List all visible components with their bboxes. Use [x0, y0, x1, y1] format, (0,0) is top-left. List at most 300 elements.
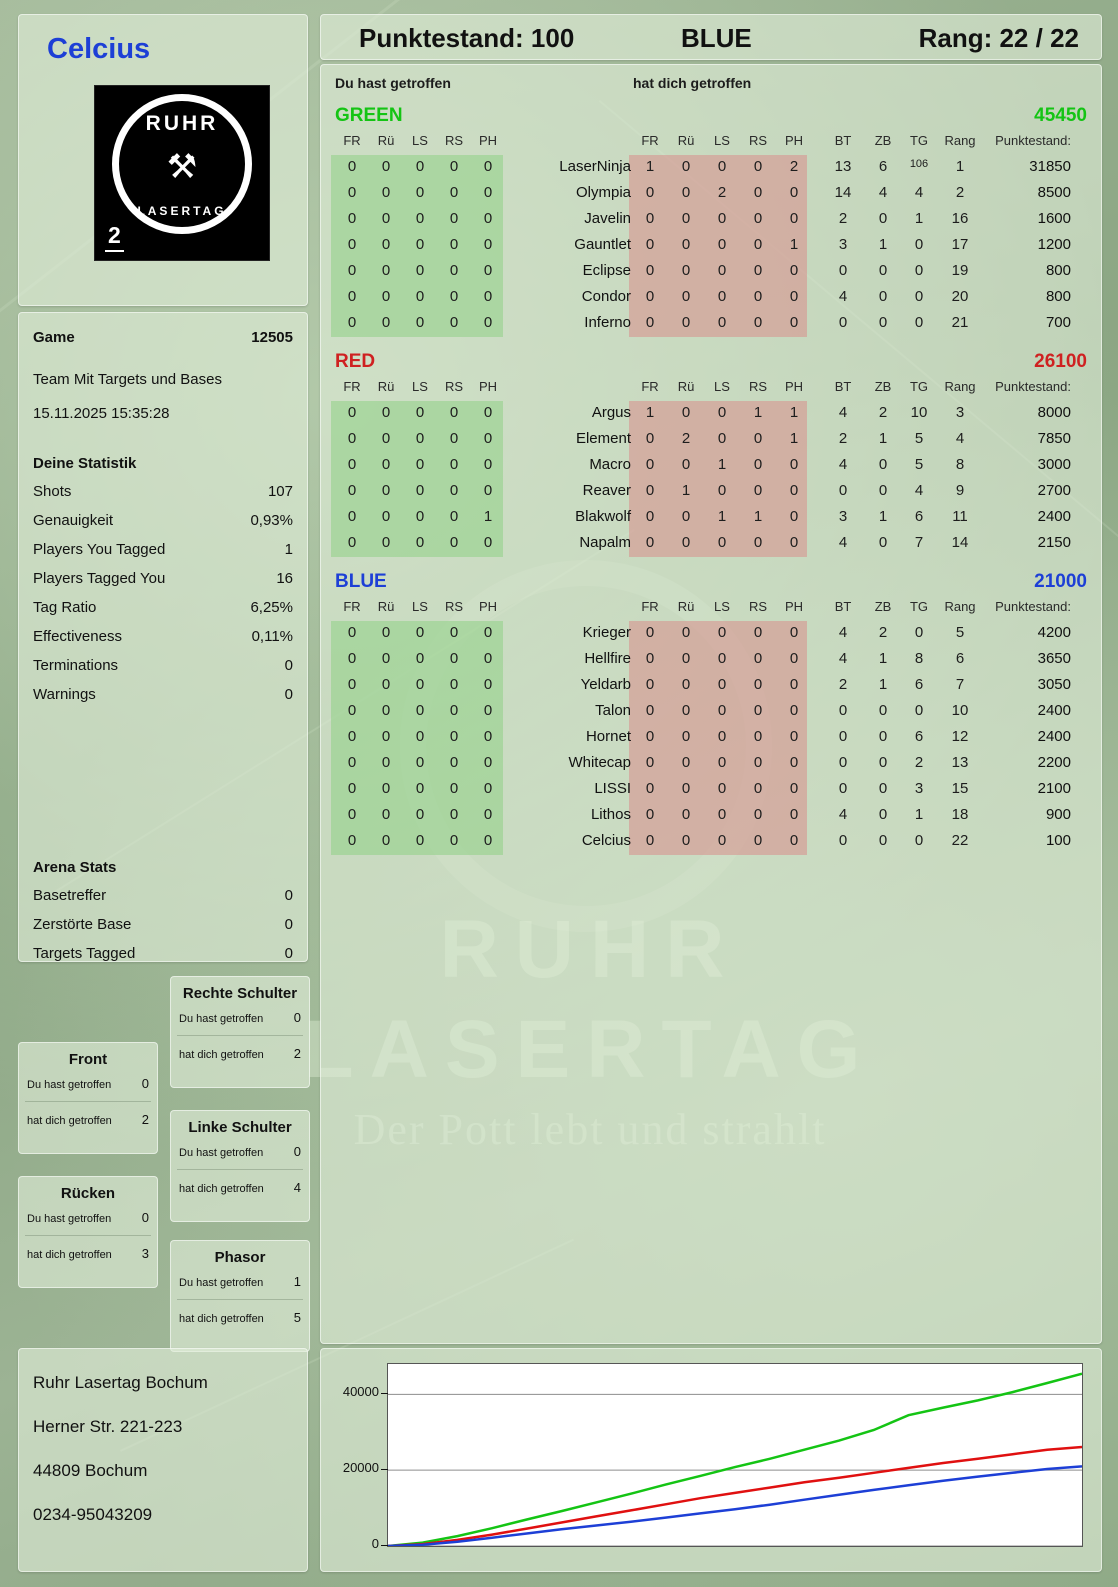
- player-row-score: 7850: [1037, 430, 1071, 447]
- cell-them: 0: [717, 482, 727, 499]
- cell-rang: 20: [951, 288, 969, 305]
- cell-tg: 0: [914, 262, 924, 279]
- cell-bt: 0: [838, 262, 848, 279]
- cell-you: 0: [415, 728, 425, 745]
- cell-you: 0: [415, 754, 425, 771]
- cell-bt: 0: [838, 780, 848, 797]
- chart-svg: [388, 1364, 1082, 1546]
- cell-you: 0: [483, 456, 493, 473]
- col-header-them-ls: LS: [714, 379, 730, 394]
- cell-them: 0: [681, 314, 691, 331]
- cell-zb: 0: [878, 482, 888, 499]
- col-header-bt: BT: [834, 133, 852, 148]
- player-row-score: 2200: [1037, 754, 1071, 771]
- cell-them: 0: [717, 754, 727, 771]
- cell-bt: 4: [838, 806, 848, 823]
- cell-you: 0: [347, 676, 357, 693]
- cell-tg: 0: [914, 288, 924, 305]
- cell-them: 0: [753, 780, 763, 797]
- player-row-score: 8500: [1037, 184, 1071, 201]
- cell-them: 0: [789, 314, 799, 331]
- cell-tg: 5: [914, 430, 924, 447]
- cell-bt: 0: [838, 728, 848, 745]
- cell-them: 0: [645, 184, 655, 201]
- player-row-name: Hornet: [585, 728, 631, 745]
- cell-bt: 0: [838, 482, 848, 499]
- cell-you: 0: [449, 262, 459, 279]
- col-header-them-ls: LS: [714, 133, 730, 148]
- cell-them: 1: [789, 404, 799, 421]
- cell-zb: 4: [878, 184, 888, 201]
- cell-them: 0: [717, 780, 727, 797]
- cell-them: 0: [681, 832, 691, 849]
- cell-you: 0: [381, 508, 391, 525]
- cell-you: 0: [381, 236, 391, 253]
- stat-value: 6,25%: [250, 599, 293, 616]
- cell-them: 0: [789, 728, 799, 745]
- chart-y-tick-label: 0: [371, 1536, 379, 1551]
- hit-zone-you-value: 0: [293, 1144, 301, 1159]
- cell-you: 0: [347, 288, 357, 305]
- cell-them: 0: [645, 288, 655, 305]
- cell-them: 0: [717, 288, 727, 305]
- stat-value: 0: [284, 686, 293, 703]
- cell-them: 0: [717, 210, 727, 227]
- cell-tg: 6: [914, 728, 924, 745]
- player-row-score: 31850: [1029, 158, 1071, 175]
- col-header-them-fr: FR: [641, 133, 659, 148]
- game-mode: Team Mit Targets und Bases: [33, 371, 222, 388]
- cell-you: 0: [381, 832, 391, 849]
- cell-them: 0: [681, 728, 691, 745]
- cell-zb: 2: [878, 624, 888, 641]
- player-row-name: Whitecap: [568, 754, 631, 771]
- cell-tg: 6: [914, 508, 924, 525]
- cell-you: 0: [381, 534, 391, 551]
- cell-you: 0: [381, 624, 391, 641]
- col-header-you-ph: PH: [478, 599, 498, 614]
- cell-you: 0: [347, 262, 357, 279]
- stat-value: 16: [276, 570, 293, 587]
- cell-you: 0: [449, 650, 459, 667]
- cell-them: 0: [645, 210, 655, 227]
- cell-them: 0: [681, 288, 691, 305]
- cell-bt: 14: [834, 184, 852, 201]
- cell-tg: 2: [914, 754, 924, 771]
- cell-them: 0: [717, 262, 727, 279]
- cell-tg: 0: [914, 832, 924, 849]
- hit-zone-you-value: 0: [141, 1210, 149, 1225]
- cell-you: 0: [449, 456, 459, 473]
- col-header-score: Punktestand:: [995, 133, 1071, 148]
- cell-them: 0: [645, 650, 655, 667]
- player-header-panel: [18, 14, 308, 306]
- cell-them: 0: [753, 650, 763, 667]
- cell-you: 0: [483, 832, 493, 849]
- cell-you: 0: [415, 534, 425, 551]
- cell-you: 0: [347, 508, 357, 525]
- hit-zone-them-value: 5: [293, 1310, 301, 1325]
- score-label: Punktestand: 100: [359, 23, 575, 53]
- hit-zone-front: [18, 1042, 158, 1154]
- player-row-name: Condor: [581, 288, 631, 305]
- player-row-name: Talon: [595, 702, 631, 719]
- cell-you: 0: [415, 508, 425, 525]
- cell-them: 0: [753, 624, 763, 641]
- player-row-name: Lithos: [590, 806, 631, 823]
- hit-zone-them-value: 2: [293, 1046, 301, 1061]
- arena-stat-label: Targets Tagged: [33, 945, 136, 962]
- cell-you: 0: [347, 650, 357, 667]
- col-header-you-rü: Rü: [377, 133, 395, 148]
- cell-tg: 4: [914, 184, 924, 201]
- cell-zb: 1: [878, 236, 888, 253]
- cell-you: 0: [381, 780, 391, 797]
- cell-you: 0: [381, 262, 391, 279]
- col-header-you-rü: Rü: [377, 599, 395, 614]
- player-row-name: Eclipse: [582, 262, 631, 279]
- cell-rang: 11: [952, 508, 968, 525]
- hit-zone-ruecken: [18, 1176, 158, 1288]
- cell-them: 0: [753, 288, 763, 305]
- cell-zb: 0: [878, 806, 888, 823]
- cell-you: 0: [415, 236, 425, 253]
- cell-them: 0: [717, 702, 727, 719]
- cell-zb: 0: [878, 780, 888, 797]
- col-header-rang: Rang: [944, 133, 976, 148]
- player-row-score: 900: [1045, 806, 1071, 823]
- cell-rang: 17: [951, 236, 969, 253]
- arena-stats-title: Arena Stats: [33, 859, 117, 876]
- stat-label: Warnings: [33, 686, 96, 703]
- cell-them: 0: [681, 624, 691, 641]
- game-datetime: 15.11.2025 15:35:28: [33, 405, 170, 422]
- player-row-name: Olympia: [575, 184, 631, 201]
- cell-you: 0: [483, 650, 493, 667]
- cell-you: 0: [347, 534, 357, 551]
- player-row-name: Argus: [591, 404, 631, 421]
- cell-you: 0: [347, 482, 357, 499]
- cell-rang: 22: [951, 832, 969, 849]
- stat-value: 0: [284, 657, 293, 674]
- cell-you: 0: [483, 806, 493, 823]
- cell-you: 0: [483, 482, 493, 499]
- cell-bt: 0: [838, 702, 848, 719]
- cell-bt: 0: [838, 754, 848, 771]
- cell-you: 0: [381, 184, 391, 201]
- hit-zone-you-label: Du hast getroffen: [179, 1277, 264, 1289]
- hit-zone-rechte-schulter: [170, 976, 310, 1088]
- cell-tg: 0: [914, 702, 924, 719]
- cell-bt: 0: [838, 832, 848, 849]
- stat-label: Shots: [33, 483, 72, 500]
- cell-zb: 1: [878, 676, 888, 693]
- team-name-green: GREEN: [335, 105, 403, 126]
- chart-y-tick-mark: [381, 1393, 388, 1394]
- col-header-you-fr: FR: [343, 379, 361, 394]
- cell-them: 0: [753, 832, 763, 849]
- player-row-name: LaserNinja: [559, 158, 631, 175]
- cell-them: 0: [645, 728, 655, 745]
- hit-zone-title: Rechte Schulter: [182, 985, 298, 1002]
- player-row-name: Reaver: [582, 482, 631, 499]
- cell-you: 0: [415, 676, 425, 693]
- hit-zone-you-label: Du hast getroffen: [179, 1147, 264, 1159]
- cell-them: 0: [789, 262, 799, 279]
- cell-tg: 3: [914, 780, 924, 797]
- col-header-bt: BT: [834, 599, 852, 614]
- cell-rang: 13: [951, 754, 969, 771]
- cell-bt: 2: [838, 430, 848, 447]
- cell-you: 0: [381, 728, 391, 745]
- score-progress-chart-panel: [320, 1348, 1102, 1572]
- cell-you: 0: [347, 314, 357, 331]
- hit-zone-you-label: Du hast getroffen: [27, 1079, 112, 1091]
- cell-bt: 3: [838, 508, 848, 525]
- cell-them: 0: [789, 754, 799, 771]
- player-row-name: Macro: [589, 456, 631, 473]
- hit-zone-phasor: [170, 1240, 310, 1352]
- col-header-them-rü: Rü: [677, 599, 695, 614]
- cell-them: 0: [645, 780, 655, 797]
- stat-label: Genauigkeit: [33, 512, 114, 529]
- cell-them: 1: [753, 508, 763, 525]
- cell-zb: 0: [878, 314, 888, 331]
- chart-y-tick-label: 20000: [342, 1460, 379, 1476]
- cell-zb: 0: [878, 728, 888, 745]
- cell-you: 0: [415, 314, 425, 331]
- cell-tg: 0: [914, 314, 924, 331]
- cell-them: 0: [753, 184, 763, 201]
- cell-them: 0: [753, 236, 763, 253]
- cell-them: 0: [645, 702, 655, 719]
- player-row-score: 2400: [1037, 728, 1071, 745]
- cell-you: 0: [415, 650, 425, 667]
- cell-you: 0: [449, 314, 459, 331]
- cell-rang: 8: [955, 456, 965, 473]
- stat-label: Players Tagged You: [33, 570, 166, 587]
- cell-you: 0: [483, 780, 493, 797]
- cell-them: 0: [645, 534, 655, 551]
- cell-you: 0: [347, 236, 357, 253]
- cell-rang: 7: [955, 676, 965, 693]
- col-header-them-rü: Rü: [677, 379, 695, 394]
- cell-you: 0: [415, 482, 425, 499]
- cell-tg: 5: [914, 456, 924, 473]
- cell-you: 0: [415, 702, 425, 719]
- hit-zone-them-label: hat dich getroffen: [27, 1115, 112, 1127]
- chart-series-red: [388, 1447, 1082, 1546]
- cell-them: 0: [789, 624, 799, 641]
- col-header-you-ls: LS: [412, 133, 428, 148]
- col-header-rang: Rang: [944, 379, 976, 394]
- player-row-score: 3050: [1037, 676, 1071, 693]
- cell-them: 0: [717, 728, 727, 745]
- cell-you: 0: [347, 754, 357, 771]
- player-row-name: Element: [575, 430, 631, 447]
- cell-zb: 0: [878, 534, 888, 551]
- cell-rang: 2: [955, 184, 965, 201]
- hit-zone-them-label: hat dich getroffen: [179, 1183, 264, 1195]
- crossed-hammers-icon: ⚒: [166, 148, 198, 186]
- col-header-you-fr: FR: [343, 133, 361, 148]
- cell-rang: 19: [951, 262, 969, 279]
- cell-you: 0: [347, 158, 357, 175]
- player-row-score: 3650: [1037, 650, 1071, 667]
- col-header-them-ph: PH: [784, 379, 804, 394]
- cell-you: 0: [415, 456, 425, 473]
- cell-bt: 2: [838, 210, 848, 227]
- cell-you: 0: [483, 262, 493, 279]
- cell-you: 0: [347, 624, 357, 641]
- cell-them: 0: [753, 676, 763, 693]
- cell-them: 0: [645, 676, 655, 693]
- player-row-name: Gauntlet: [574, 236, 631, 253]
- player-row-score: 800: [1045, 288, 1071, 305]
- cell-tg: 106: [909, 158, 929, 170]
- cell-them: 0: [789, 702, 799, 719]
- team-name-red: RED: [335, 351, 376, 372]
- cell-them: 0: [789, 210, 799, 227]
- cell-you: 0: [449, 702, 459, 719]
- cell-rang: 10: [951, 702, 969, 719]
- cell-them: 0: [789, 534, 799, 551]
- hit-zone-you-label: Du hast getroffen: [179, 1013, 264, 1025]
- cell-tg: 10: [910, 404, 928, 421]
- cell-them: 0: [645, 236, 655, 253]
- cell-rang: 14: [951, 534, 969, 551]
- cell-them: 0: [645, 806, 655, 823]
- col-header-bt: BT: [834, 379, 852, 394]
- cell-them: 0: [717, 404, 727, 421]
- cell-them: 0: [681, 236, 691, 253]
- cell-you: 0: [381, 314, 391, 331]
- player-row-score: 2400: [1037, 508, 1071, 525]
- address-line-1: Ruhr Lasertag Bochum: [33, 1373, 208, 1392]
- cell-you: 0: [483, 728, 493, 745]
- cell-you: 0: [449, 158, 459, 175]
- cell-rang: 1: [955, 158, 965, 175]
- cell-zb: 0: [878, 754, 888, 771]
- cell-them: 0: [681, 702, 691, 719]
- col-header-them-rü: Rü: [677, 133, 695, 148]
- col-header-tg: TG: [909, 133, 929, 148]
- cell-you: 0: [449, 404, 459, 421]
- col-header-you-ph: PH: [478, 379, 498, 394]
- cell-them: 1: [645, 404, 655, 421]
- stat-value: 0,11%: [251, 628, 293, 645]
- cell-you: 0: [381, 650, 391, 667]
- chart-y-tick-mark: [381, 1545, 388, 1546]
- stat-label: Tag Ratio: [33, 599, 97, 616]
- club-logo: [94, 85, 270, 261]
- cell-them: 0: [645, 262, 655, 279]
- cell-them: 0: [789, 482, 799, 499]
- col-header-zb: ZB: [874, 599, 892, 614]
- cell-you: 0: [381, 754, 391, 771]
- cell-zb: 1: [878, 650, 888, 667]
- cell-tg: 8: [914, 650, 924, 667]
- hit-zone-linke-schulter: [170, 1110, 310, 1222]
- cell-them: 0: [645, 832, 655, 849]
- cell-you: 0: [415, 404, 425, 421]
- cell-zb: 0: [878, 832, 888, 849]
- player-row-score: 100: [1045, 832, 1071, 849]
- cell-you: 0: [483, 676, 493, 693]
- team-label: BLUE: [681, 23, 752, 53]
- col-header-zb: ZB: [874, 379, 892, 394]
- cell-you: 0: [347, 832, 357, 849]
- cell-you: 0: [449, 806, 459, 823]
- cell-them: 0: [789, 456, 799, 473]
- player-row-name: Napalm: [579, 534, 631, 551]
- player-row-score: 8000: [1037, 404, 1071, 421]
- cell-you: 0: [483, 158, 493, 175]
- cell-you: 0: [449, 754, 459, 771]
- scoreboard-panel: [320, 64, 1102, 1344]
- cell-you: 0: [483, 236, 493, 253]
- cell-them: 0: [753, 456, 763, 473]
- hit-zone-you-value: 0: [141, 1076, 149, 1091]
- cell-them: 0: [681, 210, 691, 227]
- cell-them: 0: [717, 534, 727, 551]
- cell-them: 0: [717, 314, 727, 331]
- cell-you: 0: [381, 702, 391, 719]
- cell-them: 0: [789, 508, 799, 525]
- cell-you: 0: [347, 456, 357, 473]
- col-header-rang: Rang: [944, 599, 976, 614]
- player-row-score: 2700: [1037, 482, 1071, 499]
- cell-tg: 4: [914, 482, 924, 499]
- cell-you: 0: [449, 534, 459, 551]
- cell-you: 0: [381, 404, 391, 421]
- chart-y-tick-label: 40000: [342, 1384, 379, 1400]
- arena-stat-value: 0: [284, 945, 293, 962]
- cell-you: 0: [381, 158, 391, 175]
- cell-them: 2: [681, 430, 691, 447]
- cell-rang: 15: [951, 780, 969, 797]
- cell-them: 0: [645, 456, 655, 473]
- cell-them: 1: [681, 482, 691, 499]
- cell-zb: 0: [878, 210, 888, 227]
- cell-them: 0: [681, 456, 691, 473]
- stat-value: 107: [267, 483, 293, 500]
- cell-them: 0: [681, 676, 691, 693]
- col-header-you-rs: RS: [444, 133, 464, 148]
- cell-them: 0: [681, 404, 691, 421]
- you-hit-header: Du hast getroffen: [335, 75, 451, 91]
- cell-them: 2: [789, 158, 799, 175]
- player-row-score: 2100: [1037, 780, 1071, 797]
- cell-bt: 4: [838, 288, 848, 305]
- cell-you: 0: [415, 184, 425, 201]
- hit-zone-them-value: 3: [141, 1246, 149, 1261]
- cell-zb: 0: [878, 456, 888, 473]
- cell-you: 0: [483, 534, 493, 551]
- player-row-score: 700: [1045, 314, 1071, 331]
- cell-them: 0: [645, 624, 655, 641]
- cell-them: 0: [717, 832, 727, 849]
- cell-tg: 1: [914, 210, 924, 227]
- cell-you: 0: [415, 624, 425, 641]
- cell-you: 0: [381, 210, 391, 227]
- cell-bt: 4: [838, 624, 848, 641]
- cell-you: 0: [415, 780, 425, 797]
- cell-you: 0: [347, 404, 357, 421]
- col-header-you-ph: PH: [478, 133, 498, 148]
- cell-you: 0: [381, 430, 391, 447]
- cell-you: 0: [415, 430, 425, 447]
